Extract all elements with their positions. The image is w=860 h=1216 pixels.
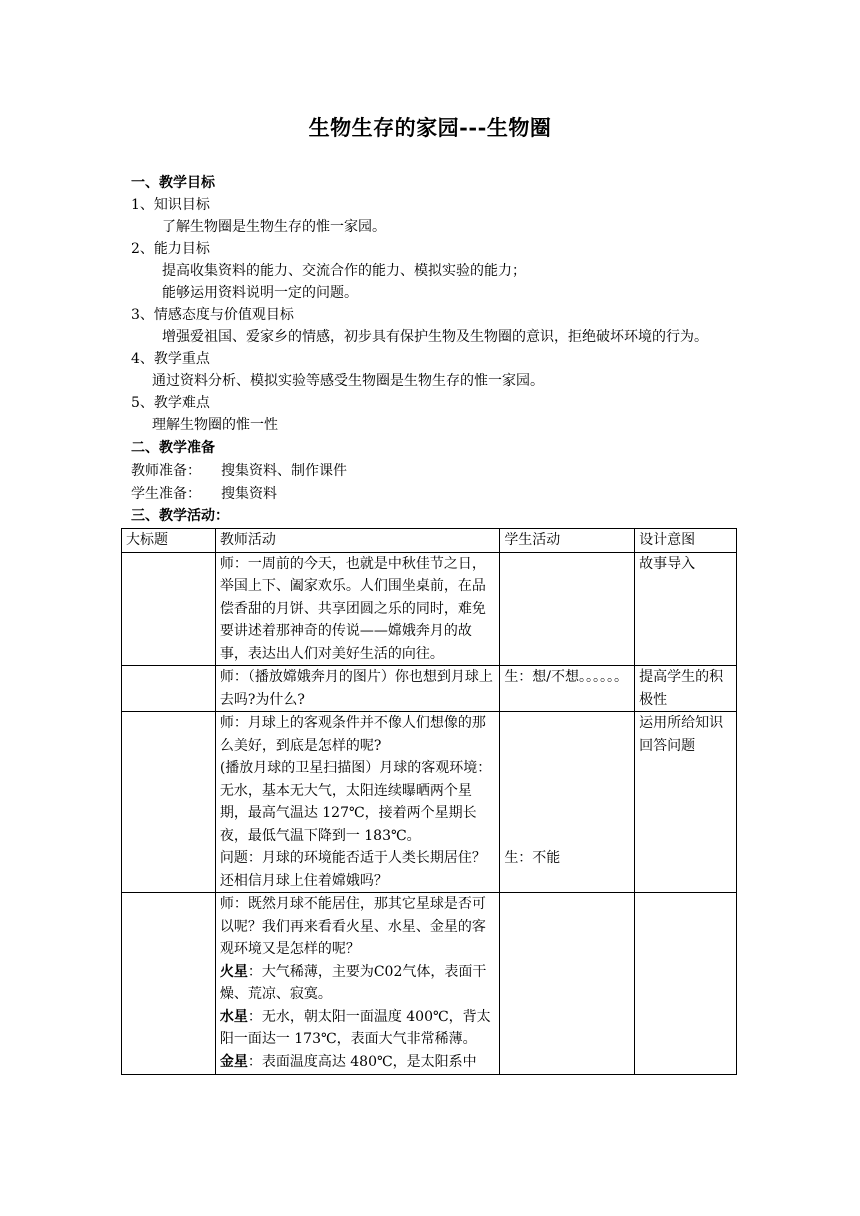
student-prep-value: 搜集资料 bbox=[221, 486, 277, 502]
table-row bbox=[122, 666, 737, 712]
row3-teacher-text-a: 师：月球上的客观条件并不像人们想像的那么美好，到底是怎样的呢? bbox=[219, 715, 486, 754]
table-row bbox=[122, 552, 737, 666]
row3-intent-cell: 运用所给知识回答问题 bbox=[635, 712, 737, 893]
section-3-heading: 三、教学活动： bbox=[131, 508, 229, 524]
mars-label: 火星 bbox=[219, 963, 248, 980]
header-cell-student: 学生活动 bbox=[500, 529, 635, 553]
table-row bbox=[122, 712, 737, 893]
document-title: 生物生存的家园---生物圈 bbox=[308, 115, 552, 140]
row3-title-cell bbox=[122, 712, 216, 893]
mars-text: ：大气稀薄，主要为C02气体，表面干燥、荒凉、寂寞。 bbox=[219, 963, 487, 1002]
difficulty-text: 理解生物圈的惟一性 bbox=[152, 417, 278, 433]
header-cell-teacher: 教师活动 bbox=[215, 529, 499, 553]
difficulty-title: 5、教学难点 bbox=[131, 395, 210, 411]
row2-title-cell bbox=[122, 666, 216, 712]
row3-student-cell bbox=[500, 712, 635, 893]
activity-table bbox=[121, 528, 737, 1075]
row4-mercury-line bbox=[220, 1006, 495, 1051]
row4-teacher-text-a: 师：既然月球不能居住，那其它星球是否可以呢？我们再来看看火星、水星、金星的客观环境又是怎样的呢？ bbox=[219, 896, 486, 957]
row3-student-text: 生：不能 bbox=[504, 850, 561, 866]
ability-goal-text-b: 能够运用资料说明一定的问题。 bbox=[162, 285, 358, 301]
row4-title-cell bbox=[122, 893, 216, 1075]
key-point-title: 4、教学重点 bbox=[131, 351, 210, 367]
row2-teacher-cell: 师：（播放嫦娥奔月的图片）你也想到月球上去吗?为什么? bbox=[215, 666, 499, 712]
header-cell-intent: 设计意图 bbox=[635, 529, 737, 553]
student-prep-label: 学生准备： bbox=[131, 486, 201, 502]
row4-intent-cell bbox=[635, 893, 737, 1075]
row3-teacher-text-b: (播放月球的卫星扫描图）月球的客观环境：无水，基本无大气，太阳连续曝晒两个星期，最高气温达 127℃，接着两个星期长夜，最低气温下降到一 183℃。 bbox=[219, 760, 492, 844]
row1-intent-cell: 故事导入 bbox=[635, 552, 737, 666]
key-point-text: 通过资料分析、模拟实验等感受生物圈是生物生存的惟一家园。 bbox=[152, 373, 544, 389]
row4-venus-line bbox=[220, 1051, 495, 1074]
row1-student-cell bbox=[500, 552, 635, 666]
knowledge-goal-text: 了解生物圈是生物生存的惟一家园。 bbox=[162, 219, 386, 235]
row2-intent-cell: 提高学生的积极性 bbox=[635, 666, 737, 712]
row1-title-cell bbox=[122, 552, 216, 666]
row4-teacher-cell bbox=[215, 893, 499, 1075]
row4-mars-line bbox=[220, 961, 495, 1006]
row3-teacher-text-c: 问题：月球的环境能否适于人类长期居住？还相信月球上住着嫦娥吗？ bbox=[219, 850, 486, 889]
knowledge-goal-title: 1、知识目标 bbox=[131, 197, 210, 213]
row1-teacher-cell: 师：一周前的今天，也就是中秋佳节之日，举国上下、阖家欢乐。人们围坐桌前，在品偿香甜的月饼、共享团圆之乐的同时，难免要讲述着那神奇的传说——嫦娥奔月的故事，表达出人们对美好生活的向往。 bbox=[215, 552, 499, 666]
ability-goal-title: 2、能力目标 bbox=[131, 241, 210, 257]
mercury-text: ：无水，朝太阳一面温度 400℃，背太阳一面达一 173℃，表面大气非常稀薄。 bbox=[219, 1008, 491, 1047]
ability-goal-text-a: 提高收集资料的能力、交流合作的能力、模拟实验的能力； bbox=[162, 263, 526, 279]
table-row bbox=[122, 893, 737, 1075]
row3-teacher-cell bbox=[215, 712, 499, 893]
venus-text: ：表面温度高达 480℃，是太阳系中 bbox=[247, 1053, 477, 1070]
header-cell-title: 大标题 bbox=[122, 529, 216, 553]
row4-student-cell bbox=[500, 893, 635, 1075]
section-2-heading: 二、教学准备 bbox=[131, 440, 215, 456]
section-1-heading: 一、教学目标 bbox=[131, 175, 215, 191]
table-header-row bbox=[122, 529, 737, 553]
row2-student-cell: 生：想/不想。。。。。。 bbox=[500, 666, 635, 712]
venus-label: 金星 bbox=[219, 1053, 248, 1070]
teacher-prep-value: 搜集资料、制作课件 bbox=[221, 463, 347, 479]
teacher-prep-label: 教师准备： bbox=[131, 463, 201, 479]
emotion-goal-text: 增强爱祖国、爱家乡的情感，初步具有保护生物及生物圈的意识，拒绝破坏环境的行为。 bbox=[162, 329, 708, 345]
emotion-goal-title: 3、情感态度与价值观目标 bbox=[131, 307, 294, 323]
mercury-label: 水星 bbox=[219, 1008, 248, 1025]
